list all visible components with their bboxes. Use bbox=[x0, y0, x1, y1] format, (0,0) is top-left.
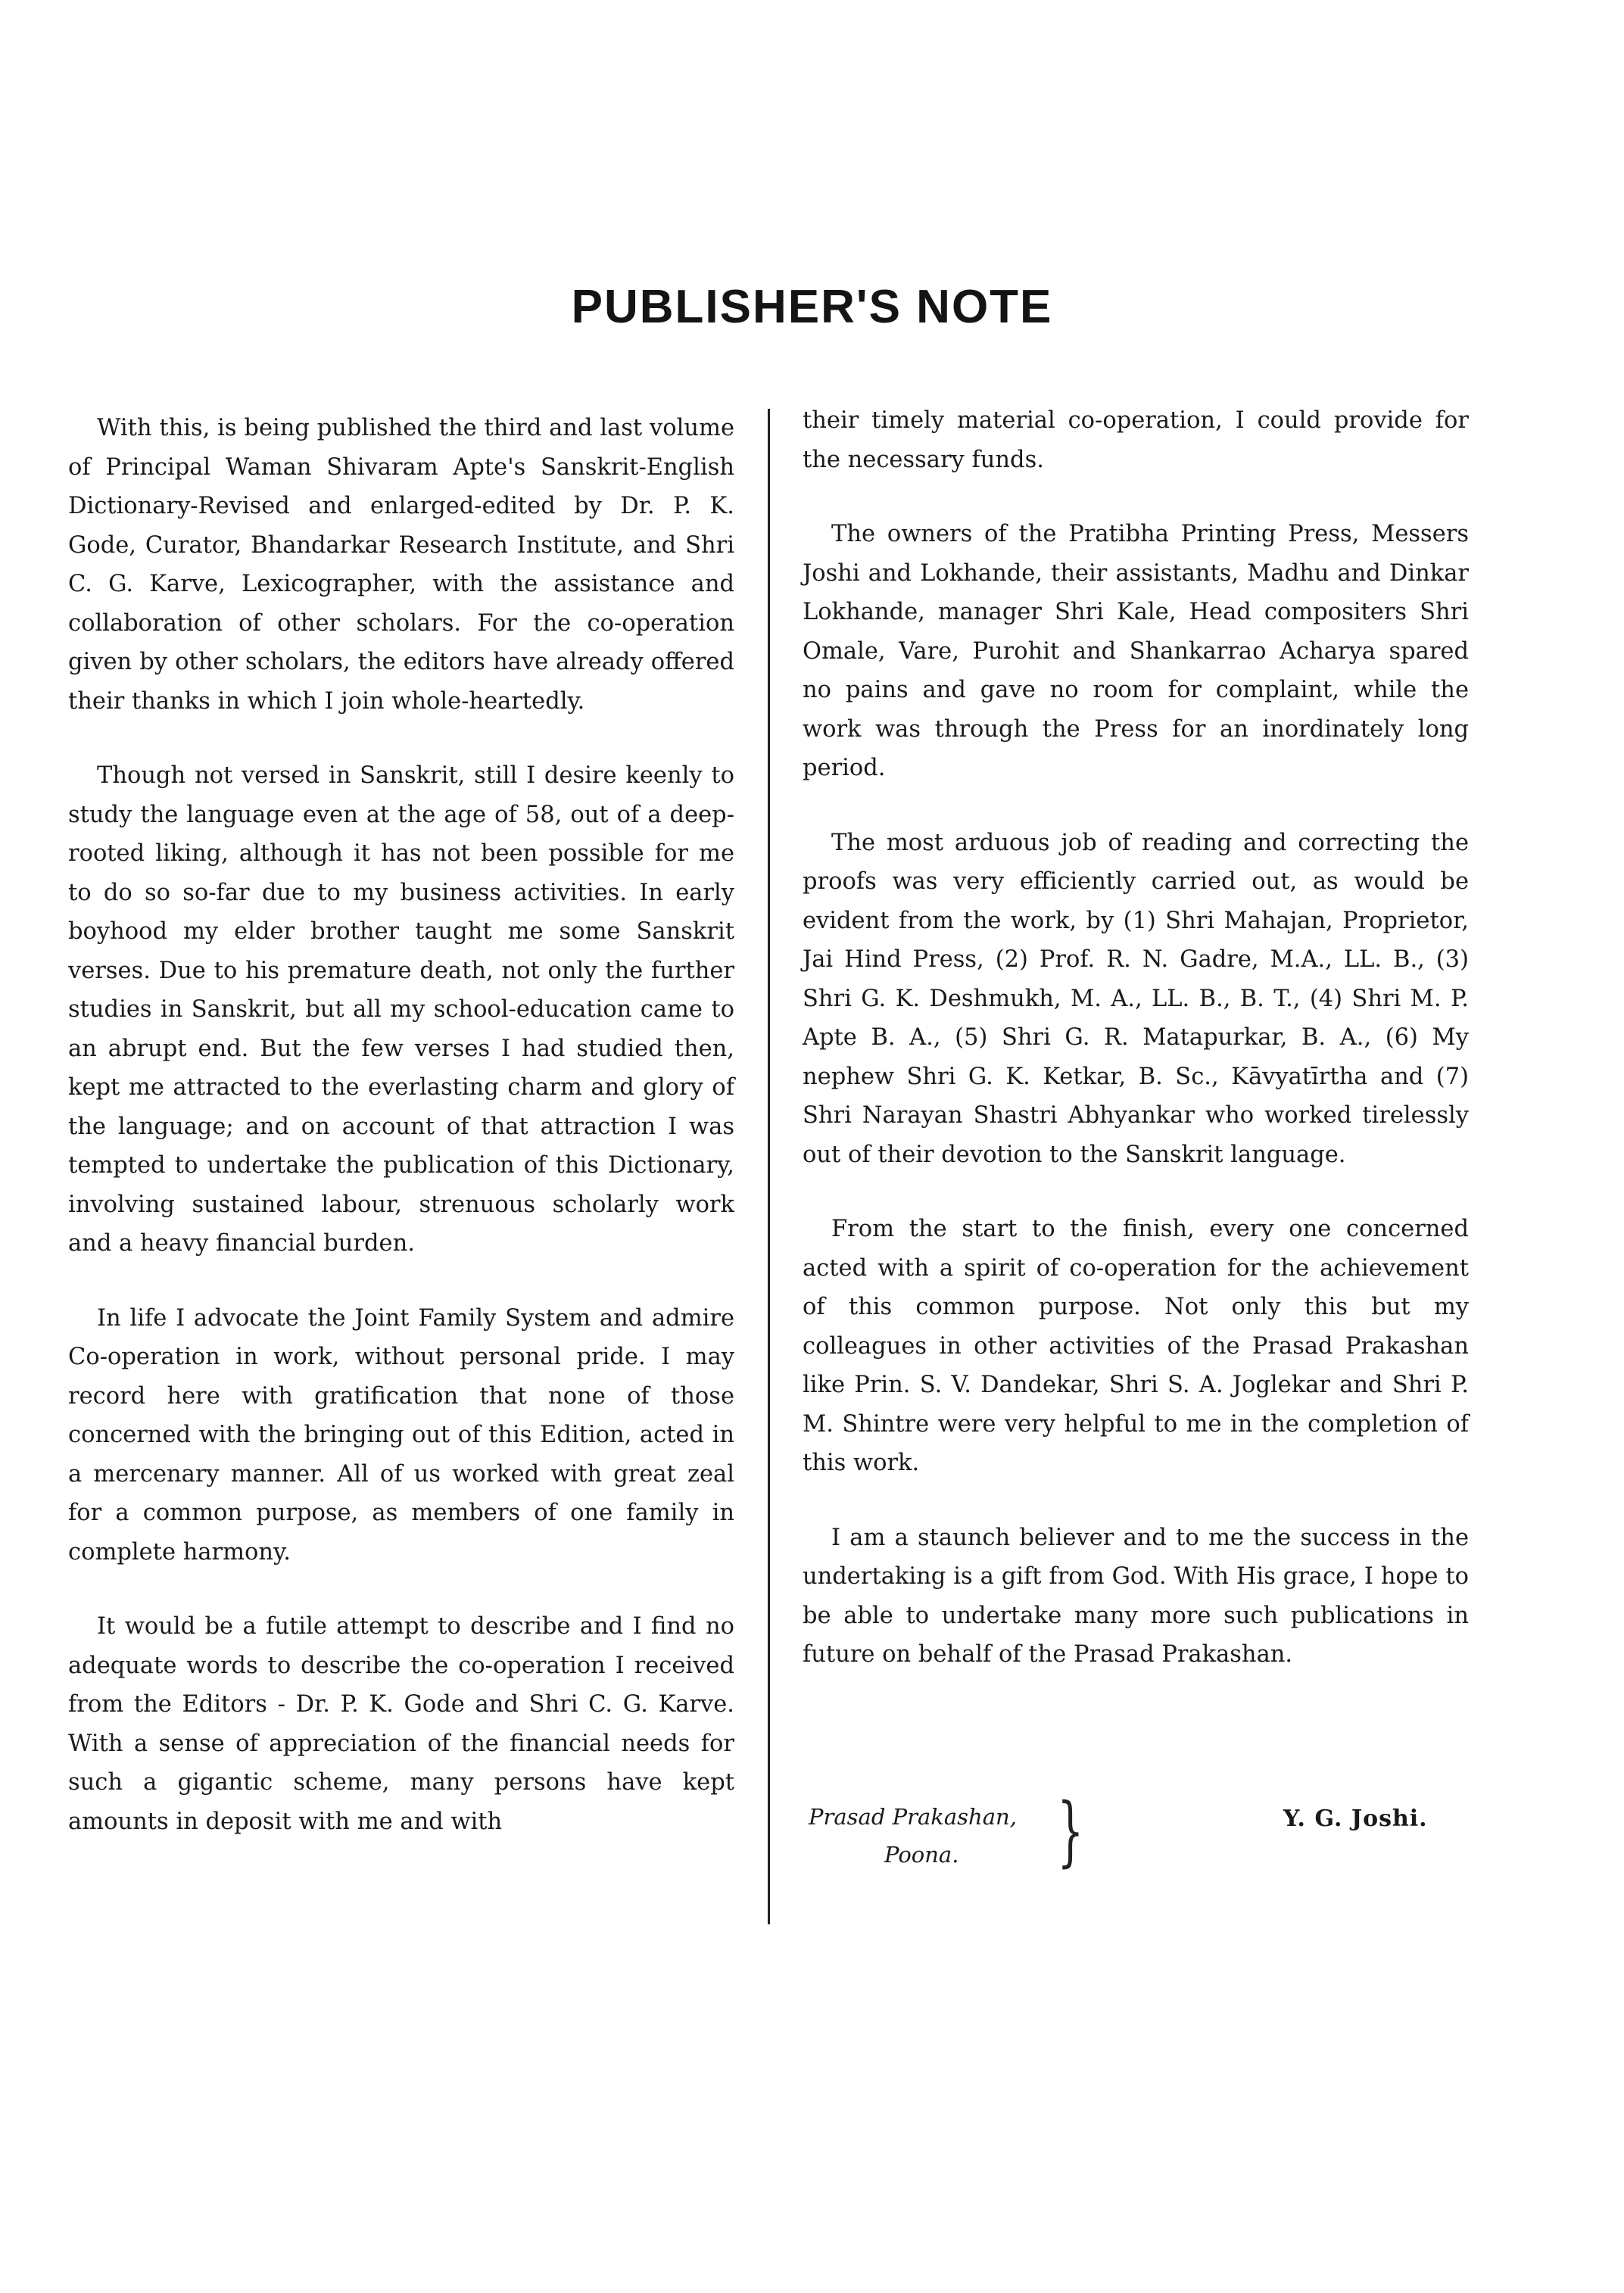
paragraph: In life I advocate the Joint Family System and admire Co-operation in work, without personal pride. I may record here with gratification that none of those concerned with the bringing out of this Edition, acted in a mercenary manner. All of us worked with great zeal for a common purpose, as members of one family in complete harmony. bbox=[68, 1304, 734, 1566]
paragraph: The most arduous job of reading and correcting the proofs was very efficiently carried out, as would be evident from the work, by (1) Shri Mahajan, Proprietor, Jai Hind Press, (2) Prof. R. N. Gadre, M.A., LL. B., (3) Shri G. K. Deshmukh, M. A., LL. B., B. T., (4) Shri M. P. Apte B. A., (5) Shri G. R. Matapurkar, B. A., (6) My nephew Shri G. K. Ketkar, B. Sc., Kāvyatīrtha and (7) Shri Narayan Shastri Abhyankar who worked tirelessly out of their devotion to the Sanskrit language. bbox=[803, 829, 1469, 1168]
left-column bbox=[68, 409, 734, 1877]
publisher-place bbox=[809, 1798, 1017, 1874]
column-divider bbox=[768, 409, 770, 1924]
place-line-1: Prasad Prakashan, bbox=[809, 1804, 1017, 1830]
signatory-name: Y. G. Joshi. bbox=[1283, 1805, 1428, 1832]
page-title: PUBLISHER'S NOTE bbox=[571, 281, 1053, 333]
place-line-2: Poona. bbox=[884, 1842, 959, 1868]
signature-block bbox=[803, 1787, 1469, 1881]
brace-icon: } bbox=[1057, 1787, 1084, 1875]
paragraph: I am a staunch believer and to me the success in the undertaking is a gift from God. With His grace, I hope to be able to undertake many more such publications in future on behalf of the Prasad Prakashan. bbox=[803, 1524, 1469, 1668]
paragraph: From the start to the finish, every one concerned acted with a spirit of co-operation for the achievement of this common purpose. Not only this but my colleagues in other activities of the Prasad Prakashan like Prin. S. V. Dandekar, Shri S. A. Joglekar and Shri P. M. Shintre were very helpful to me in the completion of this work. bbox=[803, 1216, 1469, 1476]
paragraph: It would be a futile attempt to describe and I find no adequate words to describe the co-operation I received from the Editors - Dr. P. K. Gode and Shri C. G. Karve. With a sense of appreciation of the financial needs for such a gigantic scheme, many persons have kept amounts in deposit with me and with bbox=[68, 1613, 734, 1835]
paragraph: With this, is being published the third and last volume of Principal Waman Shivaram Apte's Sanskrit-English Dictionary-Revised and enlarged-edited by Dr. P. K. Gode, Curator, Bhandarkar Research Institute, and Shri C. G. Karve, Lexicographer, with the assistance and collaboration of other scholars. For the co-operation given by other scholars, the editors have already offered their thanks in which I join whole-heartedly. bbox=[68, 415, 734, 715]
right-column bbox=[803, 401, 1469, 1710]
paragraph: The owners of the Pratibha Printing Press, Messers Joshi and Lokhande, their assistants, Madhu and Dinkar Lokhande, manager Shri Kale, Head compositers Shri Omale, Vare, Purohit and Shankarrao Acharya spared no pains and gave no room for complaint, while the work was through the Press for an inordinately long period. bbox=[803, 521, 1469, 781]
paragraph: their timely material co-operation, I could provide for the necessary funds. bbox=[803, 407, 1469, 473]
paragraph: Though not versed in Sanskrit, still I desire keenly to study the language even at the age of 58, out of a deep-rooted liking, although it has not been possible for me to do so so-far due to my business activities. In early boyhood my elder brother taught me some Sanskrit verses. Due to his premature death, not only the further studies in Sanskrit, but all my school-education came to an abrupt end. But the few verses I had studied then, kept me attracted to the everlasting charm and glory of the language; and on account of that attraction I was tempted to undertake the publication of this Dictionary, involving sustained labour, strenuous scholarly work and a heavy financial burden. bbox=[68, 762, 734, 1257]
